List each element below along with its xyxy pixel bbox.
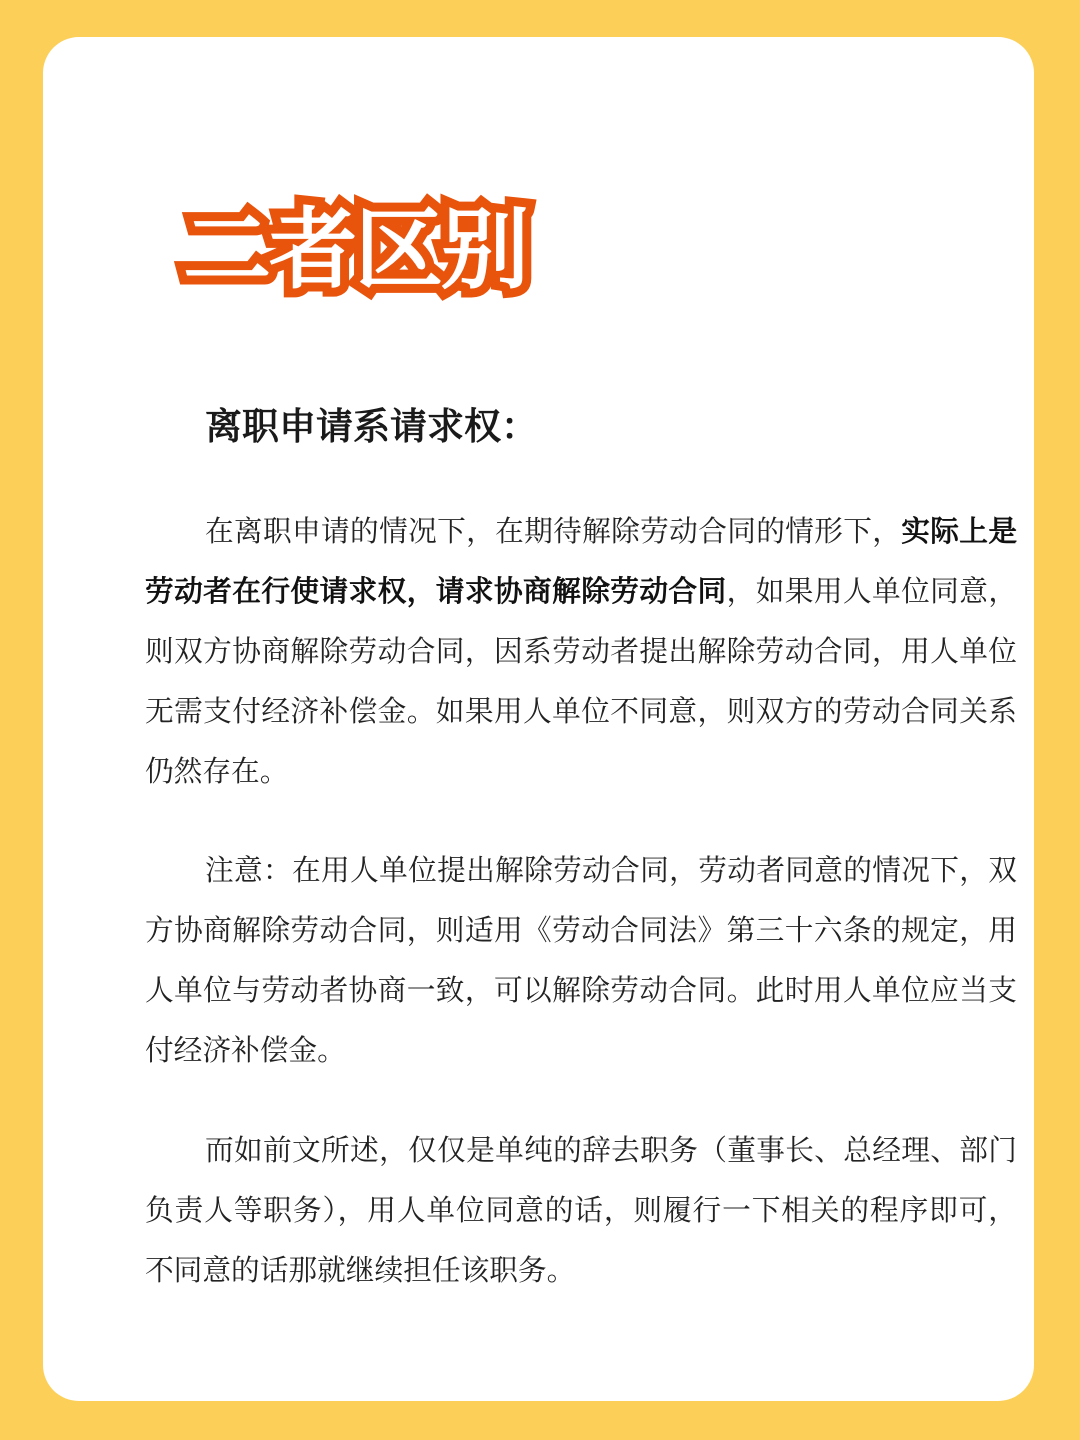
paragraph-1	[145, 501, 1017, 801]
paragraph-1-rest: ，如果用人单位同意，则双方协商解除劳动合同，因系劳动者提出解除劳动合同，用人单位无需支付经济补偿金。如果用人单位不同意，则双方的劳动合同关系仍然存在。	[145, 574, 1018, 788]
page-title: 二者区别	[183, 198, 528, 301]
section-heading: 离职申请系请求权：	[205, 405, 538, 448]
content-card	[43, 37, 1034, 1401]
paragraph-1-emphasis: 实际上是劳动者在行使请求权，请求协商解除劳动合同	[145, 514, 1018, 608]
paragraph-1-lead: 在离职申请的情况下，在期待解除劳动合同的情形下，	[205, 514, 902, 548]
paragraph-3: 而如前文所述，仅仅是单纯的辞去职务（董事长、总经理、部门负责人等职务），用人单位同意的话，则履行一下相关的程序即可，不同意的话那就继续担任该职务。	[145, 1133, 1017, 1287]
paragraph-2: 注意：在用人单位提出解除劳动合同，劳动者同意的情况下，双方协商解除劳动合同，则适用《劳动合同法》第三十六条的规定，用人单位与劳动者协商一致，可以解除劳动合同。此时用人单位应当支付经济补偿金。	[145, 853, 1017, 1067]
